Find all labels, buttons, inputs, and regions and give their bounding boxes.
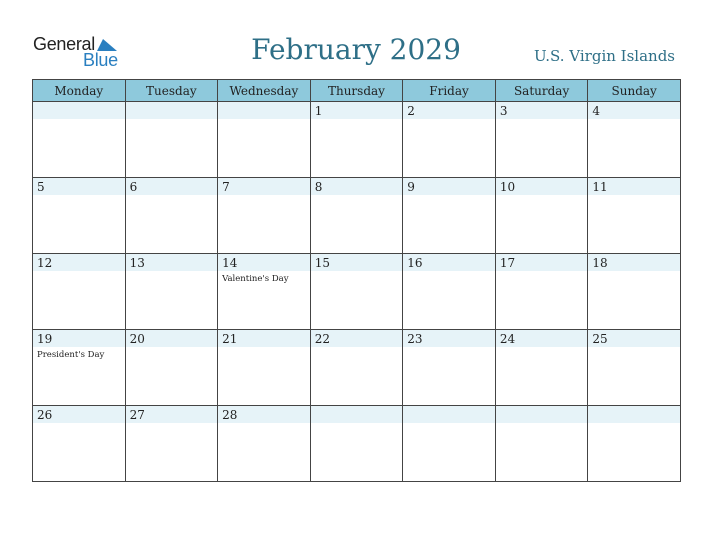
day-cell-empty <box>33 102 126 178</box>
day-cell <box>218 330 311 406</box>
weekday-header-row <box>33 80 681 102</box>
day-number: 14 <box>222 256 238 270</box>
day-cell <box>33 330 126 406</box>
weekday-header: Sunday <box>588 80 681 102</box>
day-cell-empty <box>310 406 403 482</box>
weekday-header: Wednesday <box>218 80 311 102</box>
day-number: 13 <box>129 256 145 270</box>
day-cell <box>218 406 311 482</box>
page-title: February 2029 <box>251 33 461 66</box>
logo-general-text: General <box>33 34 95 54</box>
day-cell <box>588 102 681 178</box>
day-cell-empty <box>218 102 311 178</box>
calendar-grid <box>32 79 681 482</box>
day-cell <box>588 254 681 330</box>
day-number: 9 <box>407 180 415 194</box>
day-number: 5 <box>37 180 45 194</box>
day-cell <box>310 330 403 406</box>
day-number: 27 <box>129 408 145 422</box>
day-cell <box>33 406 126 482</box>
day-cell <box>125 330 218 406</box>
day-cell <box>125 254 218 330</box>
day-number: 1 <box>314 104 323 118</box>
day-cell <box>495 102 588 178</box>
day-cell <box>588 330 681 406</box>
day-cell-empty <box>125 102 218 178</box>
day-number: 3 <box>499 104 508 118</box>
region-label: U.S. Virgin Islands <box>534 47 675 65</box>
day-number: 15 <box>314 256 330 270</box>
day-number: 4 <box>592 104 601 118</box>
day-number: 16 <box>407 256 423 270</box>
day-number: 12 <box>37 256 53 270</box>
day-number: 21 <box>222 332 238 346</box>
day-cell <box>33 178 126 254</box>
holiday-label: Valentine's Day <box>222 274 289 284</box>
day-cell <box>310 102 403 178</box>
week-row <box>33 406 681 482</box>
day-cell <box>403 178 496 254</box>
day-number: 10 <box>499 180 516 194</box>
day-number: 8 <box>314 180 323 194</box>
day-number: 28 <box>222 408 238 422</box>
weekday-header: Saturday <box>495 80 588 102</box>
day-cell <box>218 178 311 254</box>
weekday-header: Thursday <box>310 80 403 102</box>
day-cell <box>33 254 126 330</box>
day-cell-empty <box>588 406 681 482</box>
day-cell <box>403 102 496 178</box>
day-number: 2 <box>407 104 415 118</box>
day-cell <box>125 406 218 482</box>
day-number: 20 <box>129 332 145 346</box>
weekday-header: Tuesday <box>125 80 218 102</box>
day-cell-empty <box>495 406 588 482</box>
day-cell <box>403 330 496 406</box>
week-row <box>33 330 681 406</box>
day-cell <box>495 178 588 254</box>
day-cell <box>495 254 588 330</box>
week-row <box>33 178 681 254</box>
week-row <box>33 254 681 330</box>
day-cell <box>310 254 403 330</box>
weekday-header: Friday <box>403 80 496 102</box>
day-number: 22 <box>314 332 330 346</box>
holiday-label: President's Day <box>37 350 105 360</box>
day-cell <box>125 178 218 254</box>
day-cell <box>495 330 588 406</box>
day-cell <box>310 178 403 254</box>
day-cell <box>218 254 311 330</box>
day-cell <box>403 254 496 330</box>
day-number: 26 <box>37 408 53 422</box>
day-number: 24 <box>499 332 516 346</box>
day-number: 18 <box>592 256 608 270</box>
day-number: 19 <box>37 332 53 346</box>
week-row <box>33 102 681 178</box>
day-number: 17 <box>499 256 516 270</box>
day-number: 25 <box>592 332 608 346</box>
day-number: 23 <box>407 332 423 346</box>
weekday-header: Monday <box>33 80 126 102</box>
day-number: 6 <box>129 180 138 194</box>
day-number: 7 <box>222 180 230 194</box>
day-cell <box>588 178 681 254</box>
day-number: 11 <box>592 180 608 194</box>
day-cell-empty <box>403 406 496 482</box>
logo-blue-text: Blue <box>83 50 118 70</box>
